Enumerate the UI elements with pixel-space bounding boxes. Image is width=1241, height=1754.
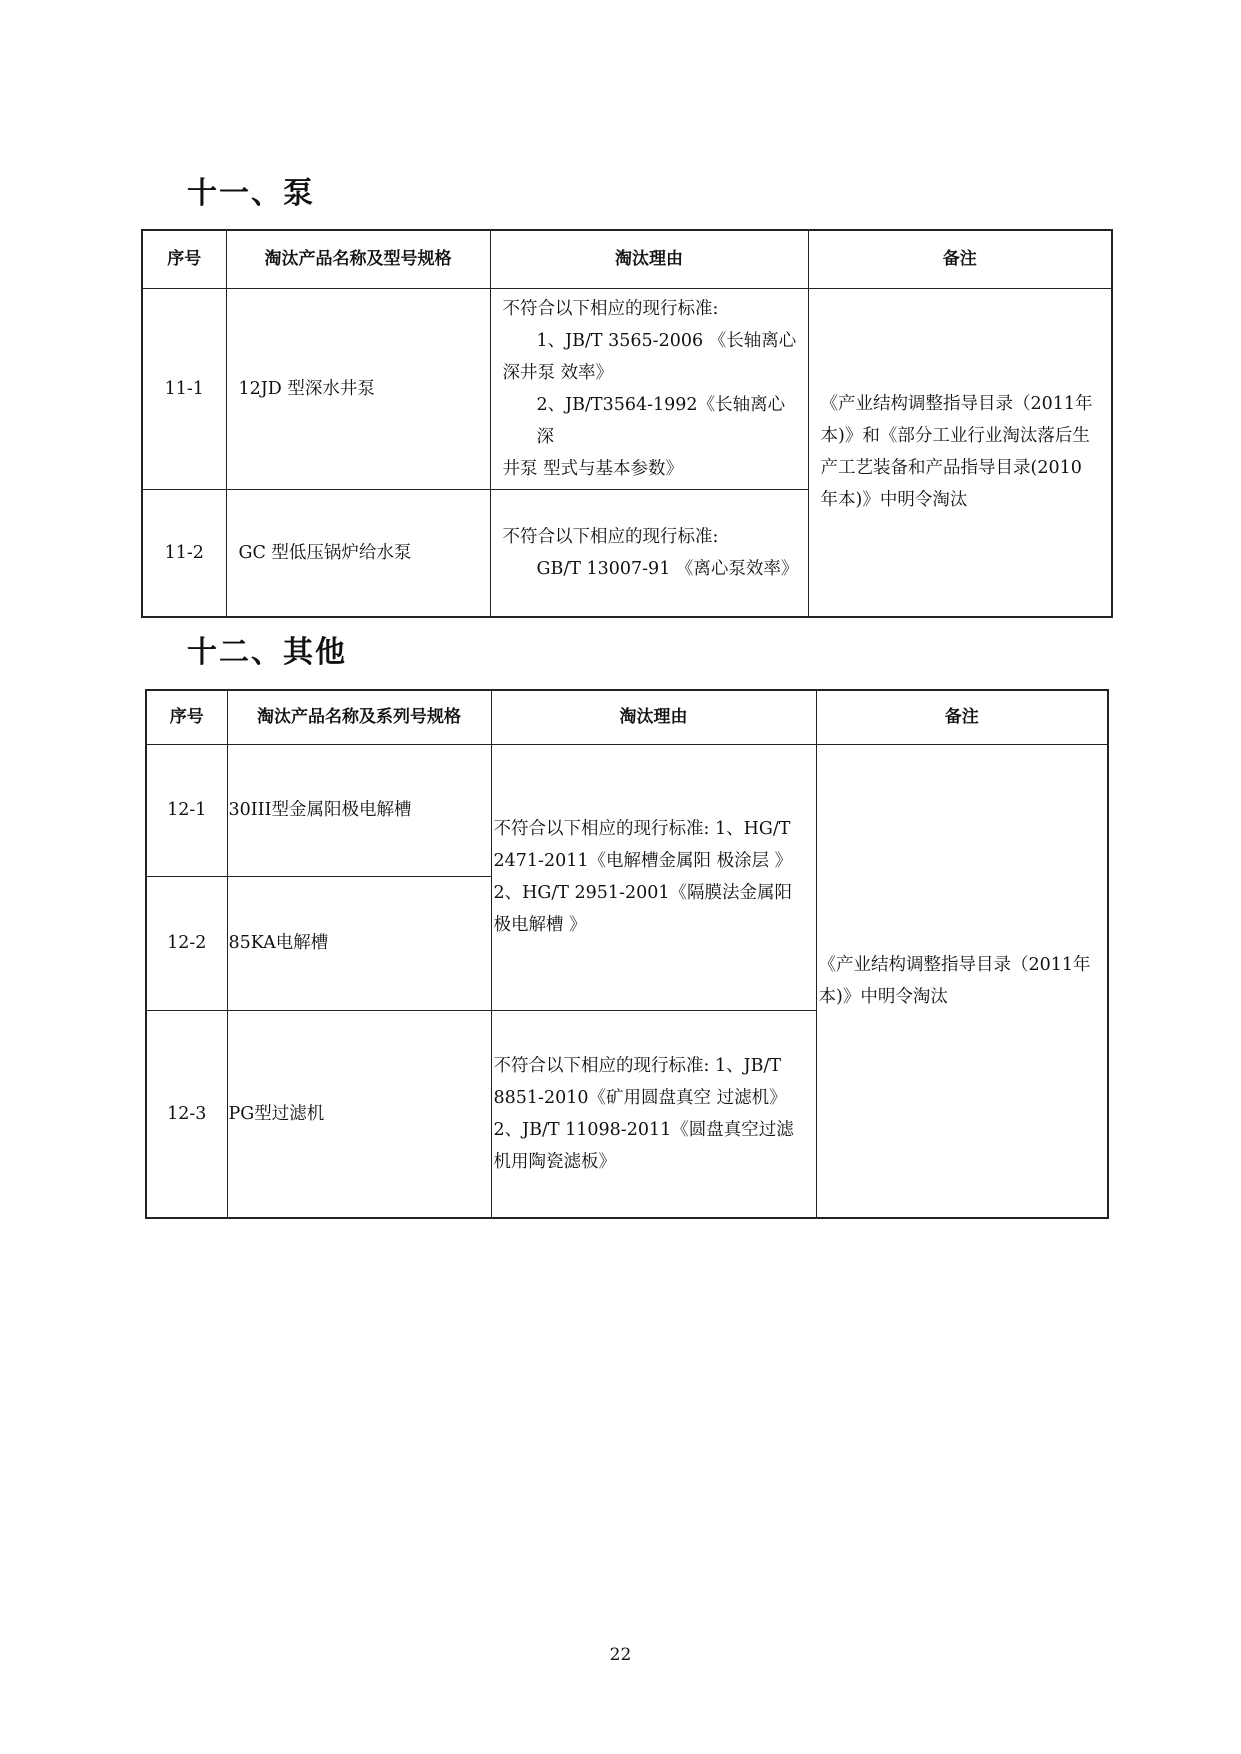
- reason-cell: [491, 744, 816, 1010]
- table-header-row: [146, 690, 1108, 744]
- header-name: 淘汰产品名称及型号规格: [226, 230, 490, 288]
- row-no: 12-3: [146, 1010, 227, 1218]
- product-name: 30III型金属阳极电解槽: [227, 744, 491, 876]
- remark-cell: 《产业结构调整指导目录（2011年本)》和《部分工业行业淘汰落后生产工艺装备和产品指导目录(2010 年本)》中明令淘汰: [808, 288, 1112, 617]
- reason-intro: 不符合以下相应的现行标准:: [493, 819, 710, 839]
- header-reason: 淘汰理由: [491, 690, 816, 744]
- reason-cell: [490, 489, 808, 617]
- header-no: 序号: [146, 690, 227, 744]
- reason-line: 极电解槽 》: [493, 915, 587, 935]
- product-name: 12JD 型深水井泵: [226, 288, 490, 489]
- header-remark: 备注: [808, 230, 1112, 288]
- reason-line: 机用陶瓷滤板》: [493, 1151, 616, 1172]
- reason-intro: 不符合以下相应的现行标准:: [502, 526, 719, 547]
- reason-cell: [491, 1010, 816, 1218]
- other-table: [145, 689, 1109, 1219]
- reason-line: 2、JB/T3564-1992《长轴离心深: [536, 394, 786, 447]
- reason-line: GB/T 13007-91 《离心泵效率》: [536, 558, 799, 579]
- reason-line: 1、HG/T 2471-2011《电解槽金属阳: [493, 819, 791, 871]
- reason-intro: 不符合以下相应的现行标准:: [493, 1055, 710, 1076]
- row-no: 11-1: [142, 288, 226, 489]
- reason-line: 井泵 型式与基本参数》: [502, 458, 684, 479]
- table-row: [142, 288, 1112, 489]
- reason-line: 2、JB/T 11098-2011《圆盘真空过滤: [493, 1119, 794, 1140]
- reason-line: 过滤机》: [716, 1087, 787, 1108]
- product-name: PG型过滤机: [227, 1010, 491, 1218]
- page-number: 22: [609, 1645, 632, 1665]
- row-no: 12-2: [146, 876, 227, 1010]
- row-no: 12-1: [146, 744, 227, 876]
- product-name: 85KA电解槽: [227, 876, 491, 1010]
- remark-cell: 《产业结构调整指导目录（2011年本)》中明令淘汰: [816, 744, 1108, 1218]
- header-name: 淘汰产品名称及系列号规格: [227, 690, 491, 744]
- reason-line: 1、JB/T 3565-2006 《长轴离心: [536, 330, 797, 351]
- product-name: GC 型低压锅炉给水泵: [226, 489, 490, 617]
- reason-line: 深井泵 效率》: [502, 362, 614, 383]
- section-title-pumps: 十一、泵: [187, 176, 315, 211]
- reason-line: 极涂层 》: [716, 851, 793, 871]
- header-no: 序号: [142, 230, 226, 288]
- reason-line: 2、HG/T 2951-2001《隔膜法金属阳: [493, 883, 792, 903]
- header-remark: 备注: [816, 690, 1108, 744]
- row-no: 11-2: [142, 489, 226, 617]
- reason-cell: [490, 288, 808, 489]
- pumps-table: [141, 229, 1113, 618]
- table-header-row: [142, 230, 1112, 288]
- header-reason: 淘汰理由: [490, 230, 808, 288]
- reason-intro: 不符合以下相应的现行标准:: [502, 298, 719, 319]
- section-title-other: 十二、其他: [187, 635, 347, 670]
- reason-line: 1、JB/T 8851-2010《矿用圆盘真空: [493, 1055, 782, 1108]
- table-row: [146, 744, 1108, 876]
